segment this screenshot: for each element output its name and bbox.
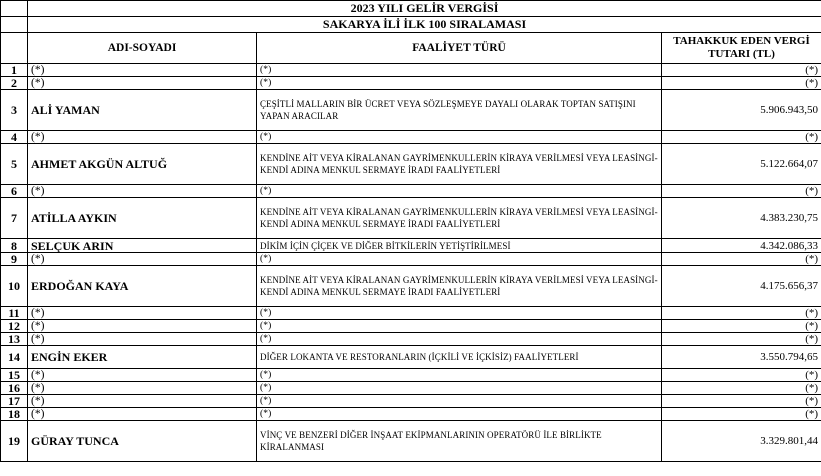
- rank-number: 2: [1, 77, 28, 90]
- activity-type: (*): [257, 64, 662, 77]
- tax-amount: (*): [662, 307, 821, 320]
- table-row: [1, 333, 821, 346]
- rank-number: 12: [1, 320, 28, 333]
- taxpayer-name: SELÇUK ARIN: [28, 239, 257, 253]
- taxpayer-name: (*): [28, 185, 257, 198]
- table-row: [1, 239, 821, 253]
- activity-type: (*): [257, 77, 662, 90]
- rank-number: 9: [1, 253, 28, 266]
- activity-type: ÇEŞİTLİ MALLARIN BİR ÜCRET VEYA SÖZLEŞMEYE DAYALI OLARAK TOPTAN SATIŞINI YAPAN ARACILAR: [257, 90, 662, 131]
- table-row: [1, 408, 821, 421]
- activity-type: DİKİM İÇİN ÇİÇEK VE DİĞER BİTKİLERİN YETİŞTİRİLMESİ: [257, 239, 662, 253]
- table-title: 2023 YILI GELİR VERGİSİ: [28, 1, 821, 17]
- rank-number: 13: [1, 333, 28, 346]
- table-row: [1, 253, 821, 266]
- tax-amount: 4.342.086,33: [662, 239, 821, 253]
- title-row-1: [1, 1, 821, 17]
- tax-amount: (*): [662, 185, 821, 198]
- tax-amount: (*): [662, 333, 821, 346]
- tax-amount: (*): [662, 131, 821, 144]
- rank-number: 11: [1, 307, 28, 320]
- activity-type: KENDİNE AİT VEYA KİRALANAN GAYRİMENKULLERİN KİRAYA VERİLMESİ VEYA LEASİNGİ-KENDİ ADINA MENKUL SERMAYE İRADI FAALİYETLERİ: [257, 144, 662, 185]
- rank-number: 4: [1, 131, 28, 144]
- table-subtitle: SAKARYA İLİ İLK 100 SIRALAMASI: [28, 17, 821, 33]
- tax-amount: 4.383.230,75: [662, 198, 821, 239]
- title-row-2: [1, 17, 821, 33]
- activity-type: (*): [257, 131, 662, 144]
- rank-number: 7: [1, 198, 28, 239]
- taxpayer-name: ERDOĞAN KAYA: [28, 266, 257, 307]
- taxpayer-name: (*): [28, 307, 257, 320]
- tax-amount: (*): [662, 408, 821, 421]
- table-row: [1, 131, 821, 144]
- table-row: [1, 144, 821, 185]
- tax-amount: 3.550.794,65: [662, 346, 821, 369]
- title-spacer: [1, 1, 28, 17]
- header-number: [1, 33, 28, 64]
- taxpayer-name: (*): [28, 333, 257, 346]
- table-row: [1, 395, 821, 408]
- rank-number: 19: [1, 421, 28, 462]
- rank-number: 15: [1, 369, 28, 382]
- taxpayer-name: (*): [28, 382, 257, 395]
- taxpayer-name: GÜRAY TUNCA: [28, 421, 257, 462]
- table-row: [1, 198, 821, 239]
- title-spacer: [1, 17, 28, 33]
- taxpayer-name: (*): [28, 369, 257, 382]
- table-row: [1, 77, 821, 90]
- table-row: [1, 64, 821, 77]
- taxpayer-name: ENGİN EKER: [28, 346, 257, 369]
- table-row: [1, 382, 821, 395]
- rank-number: 8: [1, 239, 28, 253]
- taxpayer-name: AHMET AKGÜN ALTUĞ: [28, 144, 257, 185]
- tax-amount: 4.175.656,37: [662, 266, 821, 307]
- taxpayer-name: (*): [28, 77, 257, 90]
- table-row: [1, 320, 821, 333]
- header-activity: FAALİYET TÜRÜ: [257, 33, 662, 64]
- rank-number: 16: [1, 382, 28, 395]
- taxpayer-name: (*): [28, 131, 257, 144]
- tax-amount: 5.906.943,50: [662, 90, 821, 131]
- tax-amount: 5.122.664,07: [662, 144, 821, 185]
- taxpayer-name: (*): [28, 395, 257, 408]
- activity-type: VİNÇ VE BENZERİ DİĞER İNŞAAT EKİPMANLARININ OPERATÖRÜ İLE BİRLİKTE KİRALANMASI: [257, 421, 662, 462]
- activity-type: KENDİNE AİT VEYA KİRALANAN GAYRİMENKULLERİN KİRAYA VERİLMESİ VEYA LEASİNGİ-KENDİ ADINA MENKUL SERMAYE İRADI FAALİYETLERİ: [257, 266, 662, 307]
- rank-number: 6: [1, 185, 28, 198]
- header-name: ADI-SOYADI: [28, 33, 257, 64]
- table-row: [1, 421, 821, 462]
- activity-type: (*): [257, 333, 662, 346]
- tax-amount: 3.329.801,44: [662, 421, 821, 462]
- activity-type: (*): [257, 185, 662, 198]
- rank-number: 1: [1, 64, 28, 77]
- taxpayer-name: (*): [28, 253, 257, 266]
- rank-number: 17: [1, 395, 28, 408]
- activity-type: (*): [257, 382, 662, 395]
- taxpayer-name: ALİ YAMAN: [28, 90, 257, 131]
- table-row: [1, 369, 821, 382]
- rank-number: 5: [1, 144, 28, 185]
- activity-type: KENDİNE AİT VEYA KİRALANAN GAYRİMENKULLERİN KİRAYA VERİLMESİ VEYA LEASİNGİ-KENDİ ADINA MENKUL SERMAYE İRADI FAALİYETLERİ: [257, 198, 662, 239]
- table-row: [1, 346, 821, 369]
- tax-amount: (*): [662, 64, 821, 77]
- activity-type: (*): [257, 320, 662, 333]
- rank-number: 18: [1, 408, 28, 421]
- activity-type: (*): [257, 395, 662, 408]
- tax-amount: (*): [662, 382, 821, 395]
- table-row: [1, 90, 821, 131]
- activity-type: (*): [257, 253, 662, 266]
- rank-number: 10: [1, 266, 28, 307]
- activity-type: (*): [257, 369, 662, 382]
- tax-amount: (*): [662, 77, 821, 90]
- taxpayer-name: (*): [28, 320, 257, 333]
- tax-amount: (*): [662, 369, 821, 382]
- taxpayer-name: (*): [28, 64, 257, 77]
- header-tax: TAHAKKUK EDEN VERGİ TUTARI (TL): [662, 33, 821, 64]
- header-row: [1, 33, 821, 64]
- activity-type: (*): [257, 307, 662, 320]
- tax-amount: (*): [662, 253, 821, 266]
- tax-amount: (*): [662, 395, 821, 408]
- taxpayer-name: ATİLLA AYKIN: [28, 198, 257, 239]
- activity-type: (*): [257, 408, 662, 421]
- table-row: [1, 266, 821, 307]
- taxpayer-name: (*): [28, 408, 257, 421]
- activity-type: DİĞER LOKANTA VE RESTORANLARIN (İÇKİLİ VE İÇKİSİZ) FAALİYETLERİ: [257, 346, 662, 369]
- table-row: [1, 185, 821, 198]
- rank-number: 3: [1, 90, 28, 131]
- tax-amount: (*): [662, 320, 821, 333]
- rank-number: 14: [1, 346, 28, 369]
- table-row: [1, 307, 821, 320]
